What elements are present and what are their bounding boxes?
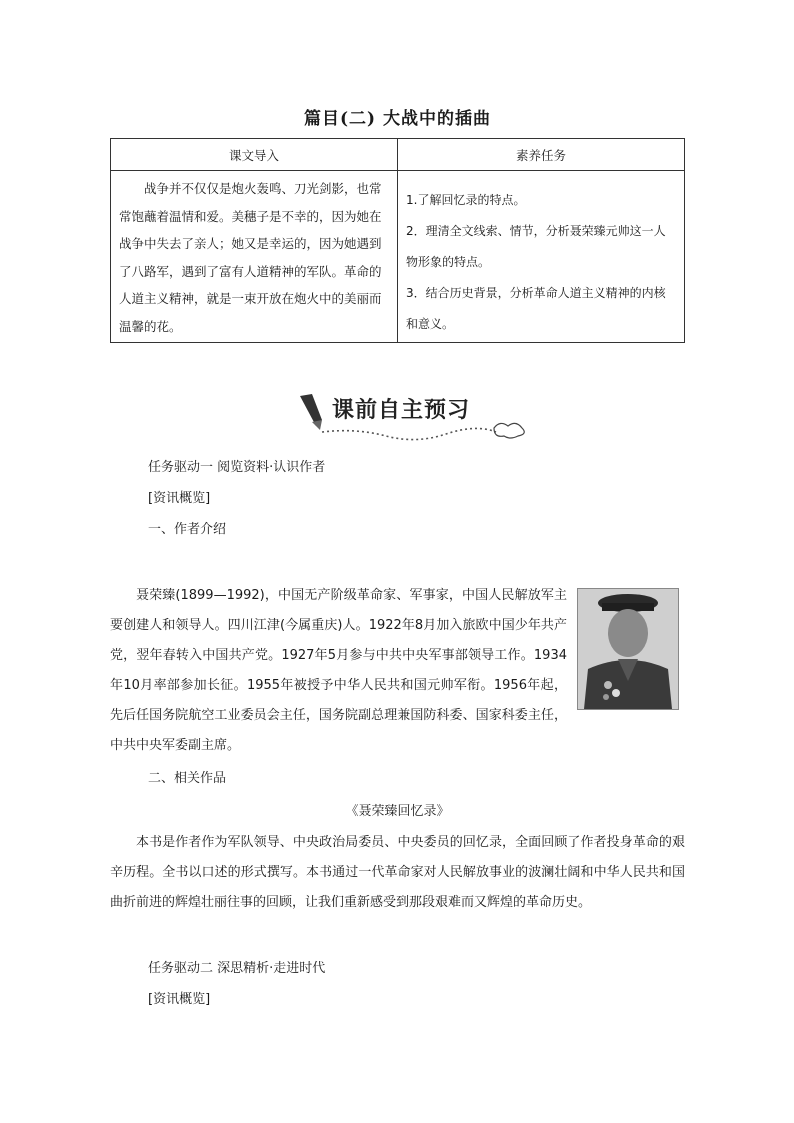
author-bio: 聂荣臻(1899—1992)，中国无产阶级革命家、军事家，中国人民解放军主要创建人和领导人。四川江津(今属重庆)人。1922年8月加入旅欧中国少年共产党，翌年春转入中国共产党。1927年5月参与中共中央军事部领导工作。1934年10月率部参加长征。1955年被授予中华人民共和国元帅军衔。1956年起，先后任国务院航空工业委员会主任，国务院副总理兼国防科委、国家科委主任，中共中央军委副主席。 (110, 588, 567, 753)
lesson-intro-text: 战争并不仅仅是炮火轰鸣、刀光剑影，也常常饱蘸着温情和爱。美穗子是不幸的，因为她在战争中失去了亲人；她又是幸运的，因为她遇到了八路军，遇到了富有人道精神的军队。革命的人道主义精神，就是一束开放在炮火中的美丽而温馨的花。 (111, 171, 398, 343)
section-banner (296, 392, 536, 448)
header-lesson-intro: 课文导入 (111, 139, 398, 171)
literacy-task-list (398, 171, 685, 343)
author-portrait (577, 588, 679, 710)
task-heading-1: 任务驱动一 阅览资料·认识作者 (148, 460, 326, 475)
task-item: 2．理清全文线索、情节，分析聂荣臻元帅这一人物形象的特点。 (406, 224, 666, 269)
portrait-image (578, 589, 678, 709)
book-description: 本书是作者作为军队领导、中央政治局委员、中央委员的回忆录，全面回顾了作者投身革命的艰辛历程。全书以口述的形式撰写。本书通过一代革命家对人民解放事业的波澜壮阔和中华人民共和国曲折前进的辉煌壮丽往事的回顾，让我们重新感受到那段艰难而又辉煌的革命历史。 (110, 835, 685, 910)
task-item: 3．结合历史背景，分析革命人道主义精神的内核和意义。 (406, 286, 666, 331)
table-header-row (111, 139, 685, 171)
banner-title: 课前自主预习 (332, 397, 471, 423)
section-heading-author: 一、作者介绍 (148, 522, 227, 537)
task-item: 1.了解回忆录的特点。 (406, 193, 526, 207)
intro-table (110, 138, 685, 343)
overview-label-2: [资讯概览] (148, 992, 211, 1007)
page-title: 篇目(二) 大战中的插曲 (303, 109, 491, 129)
book-title: 《聂荣臻回忆录》 (345, 804, 450, 819)
header-literacy-tasks: 素养任务 (398, 139, 685, 171)
overview-label-1: [资讯概览] (148, 491, 211, 506)
section-heading-works: 二、相关作品 (148, 771, 227, 786)
task-heading-2: 任务驱动二 深思精析·走进时代 (148, 961, 326, 976)
table-row (111, 171, 685, 343)
